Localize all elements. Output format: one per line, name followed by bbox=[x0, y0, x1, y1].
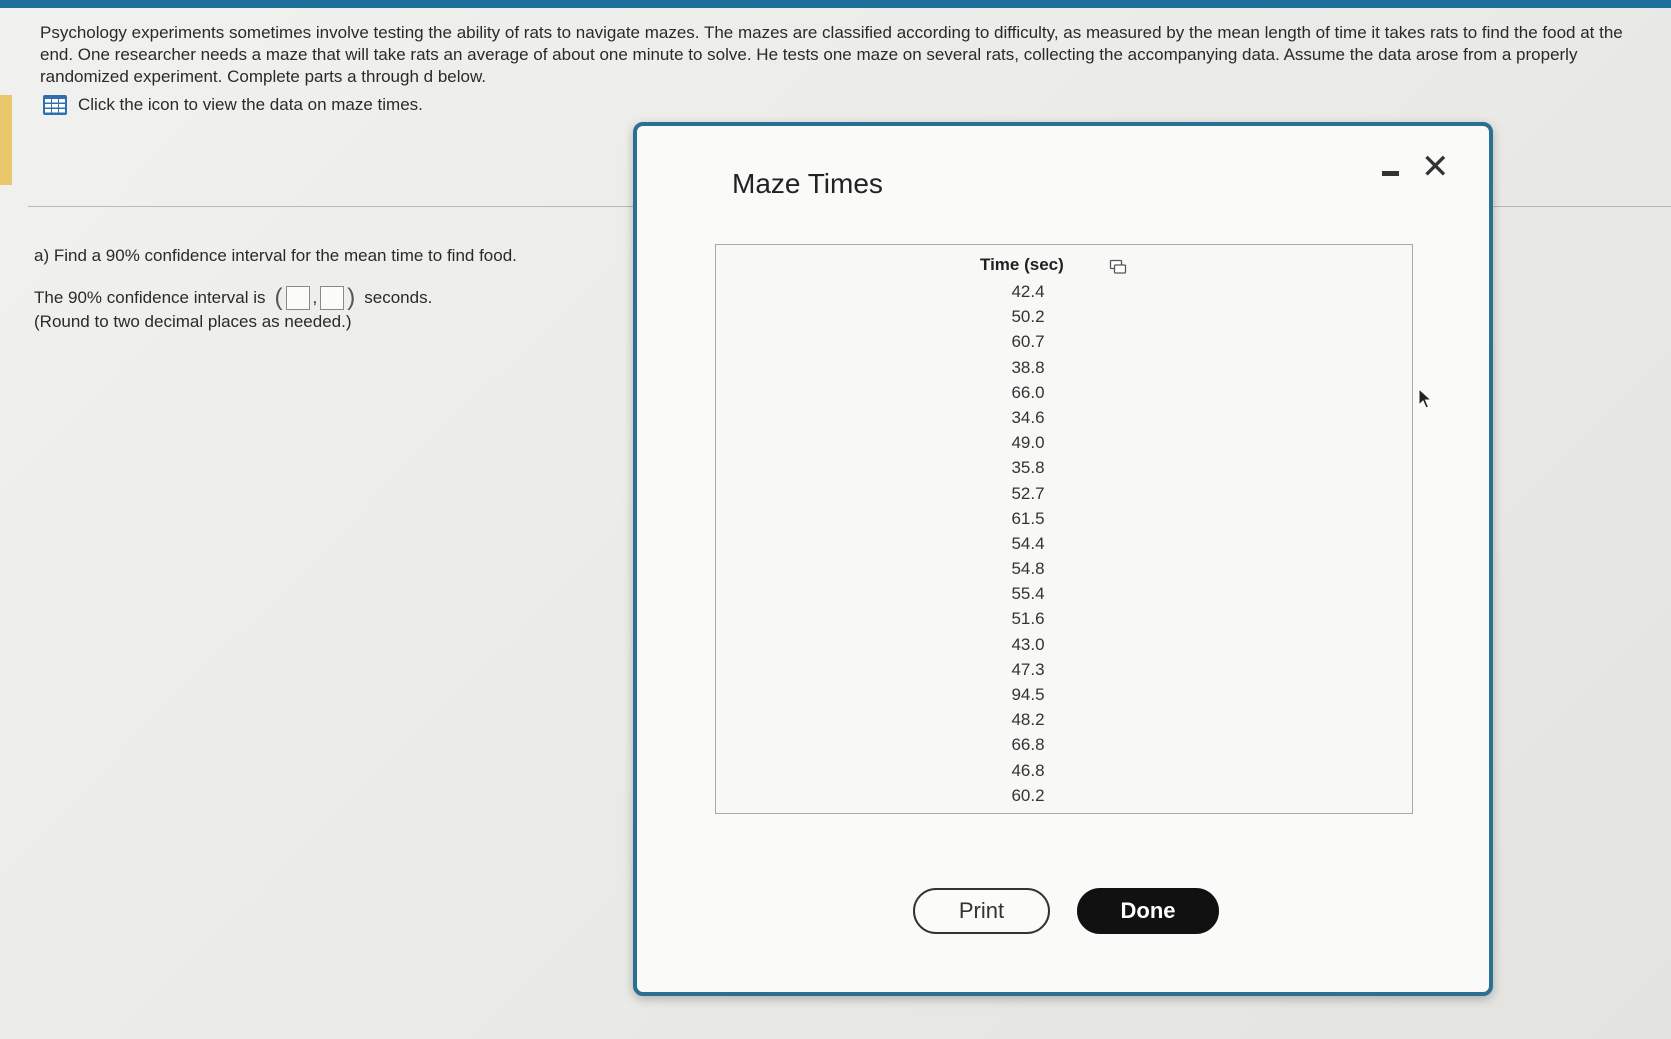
time-value: 46.8 bbox=[1011, 760, 1045, 780]
time-values-list bbox=[1000, 279, 1056, 808]
time-value: 94.5 bbox=[1011, 685, 1045, 704]
time-value: 34.6 bbox=[1011, 407, 1045, 427]
done-button[interactable]: Done bbox=[1077, 888, 1219, 934]
time-value: 60.2 bbox=[1011, 785, 1045, 805]
time-value: 55.4 bbox=[1011, 584, 1045, 604]
open-paren: ( bbox=[274, 284, 283, 311]
time-value: 48.2 bbox=[1011, 710, 1045, 730]
time-value: 60.7 bbox=[1011, 332, 1045, 352]
round-note: (Round to two decimal places as needed.) bbox=[34, 312, 352, 331]
lower-bound-input[interactable] bbox=[286, 286, 310, 310]
mouse-cursor-icon bbox=[1418, 388, 1432, 410]
time-value: 54.4 bbox=[1011, 533, 1045, 553]
copy-icon[interactable] bbox=[1109, 259, 1127, 275]
problem-intro: Psychology experiments sometimes involve testing the ability of rats to navigate mazes. The mazes are classified according to difficulty, as measured by the mean length of time it takes rats to find the food at the end. One researcher needs a maze that will take rats an average of about one minute to solve. He tests one maze on several rats, collecting the accompanying data. Assume the data arose from a properly randomized experiment. Complete parts a through d below. bbox=[40, 23, 1623, 86]
modal-title: Maze Times bbox=[732, 168, 883, 199]
part-a-question: a) Find a 90% confidence interval for the mean time to find food. bbox=[34, 246, 517, 265]
column-header: Time (sec) bbox=[980, 255, 1064, 274]
time-value: 66.8 bbox=[1011, 735, 1045, 755]
time-value: 61.5 bbox=[1011, 508, 1045, 528]
time-value: 43.0 bbox=[1011, 634, 1045, 654]
left-accent-bar bbox=[0, 95, 12, 185]
time-value: 51.6 bbox=[1011, 609, 1045, 629]
minimize-icon[interactable] bbox=[1379, 160, 1403, 184]
table-icon[interactable] bbox=[42, 94, 68, 116]
print-button[interactable]: Print bbox=[913, 888, 1050, 934]
time-value: 38.8 bbox=[1011, 357, 1045, 377]
time-value: 66.0 bbox=[1011, 382, 1045, 402]
time-value: 47.3 bbox=[1011, 659, 1045, 679]
answer-line bbox=[34, 286, 432, 310]
time-value: 49.0 bbox=[1011, 433, 1045, 453]
time-value: 54.8 bbox=[1011, 559, 1045, 579]
time-value: 50.2 bbox=[1011, 307, 1045, 327]
time-value: 52.7 bbox=[1011, 483, 1045, 503]
maze-times-modal bbox=[633, 122, 1493, 996]
data-table-panel bbox=[715, 244, 1413, 814]
data-link-row bbox=[42, 94, 423, 116]
close-paren: ) bbox=[347, 284, 356, 311]
time-value: 42.4 bbox=[1011, 282, 1045, 301]
answer-suffix: seconds. bbox=[364, 288, 433, 307]
answer-prefix: The 90% confidence interval is bbox=[34, 288, 266, 307]
data-link-text: Click the icon to view the data on maze times. bbox=[78, 95, 423, 114]
comma: , bbox=[312, 288, 318, 307]
close-icon[interactable]: ✕ bbox=[1421, 148, 1450, 186]
time-value: 35.8 bbox=[1011, 458, 1045, 478]
top-strip bbox=[0, 0, 1671, 8]
upper-bound-input[interactable] bbox=[320, 286, 344, 310]
